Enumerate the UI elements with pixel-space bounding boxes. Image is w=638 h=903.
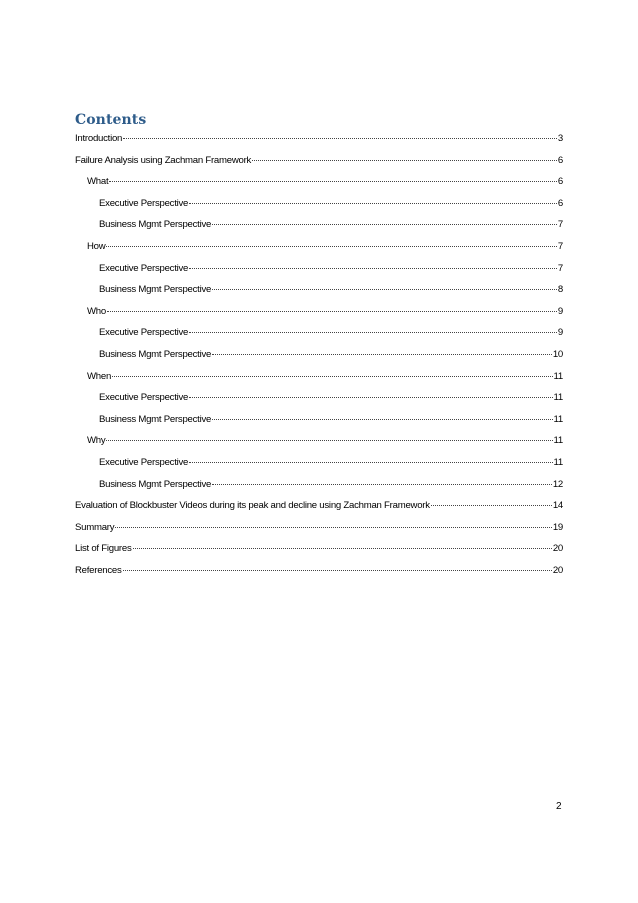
toc-dot-leader [123, 137, 557, 139]
toc-dot-leader [212, 483, 552, 485]
toc-entry-label: Introduction [75, 133, 123, 144]
toc-entry[interactable] [75, 197, 563, 219]
toc-dot-leader [212, 223, 557, 225]
toc-entry-page: 7 [557, 219, 563, 231]
toc-entry-page: 11 [553, 392, 563, 404]
toc-entry-label: Business Mgmt Perspective [99, 219, 212, 231]
toc-entry-page: 7 [557, 262, 563, 274]
toc-entry-page: 12 [552, 478, 563, 490]
toc-entry[interactable] [75, 348, 563, 370]
toc-entry-label: Summary [75, 521, 115, 533]
toc-entry-page: 7 [557, 240, 563, 252]
toc-heading: Contents [75, 112, 147, 128]
toc-entry-page: 20 [552, 543, 563, 555]
toc-entry-label: What [87, 176, 109, 188]
toc-entry-label: Executive Perspective [99, 262, 189, 274]
toc-entry-label: Executive Perspective [99, 392, 189, 404]
toc-entry-page: 14 [552, 500, 563, 512]
toc-entry[interactable] [75, 413, 563, 435]
toc-entry[interactable] [75, 370, 563, 392]
toc-dot-leader [212, 353, 552, 355]
toc-entry[interactable] [75, 132, 563, 154]
toc-entry-label: Business Mgmt Perspective [99, 478, 212, 490]
toc-dot-leader [431, 504, 552, 506]
toc-dot-leader [106, 439, 552, 441]
toc-entry[interactable] [75, 218, 563, 240]
toc-entry[interactable] [75, 175, 563, 197]
toc-entry-page: 11 [553, 456, 563, 468]
toc-entry-label: Failure Analysis using Zachman Framework [75, 154, 252, 166]
toc-entry-label: References [75, 564, 122, 576]
toc-dot-leader [212, 288, 557, 290]
toc-entry[interactable] [75, 240, 563, 262]
page-number: 2 [556, 801, 562, 812]
toc-entry-page: 3 [557, 133, 563, 144]
toc-entry[interactable] [75, 283, 563, 305]
toc-entry-page: 11 [553, 413, 563, 425]
toc-entry-label: Executive Perspective [99, 327, 189, 339]
toc-dot-leader [189, 331, 557, 333]
toc-entry-label: Who [87, 305, 106, 317]
toc-entry-label: Business Mgmt Perspective [99, 284, 212, 296]
toc-entry[interactable] [75, 154, 563, 176]
toc-entry[interactable] [75, 478, 563, 500]
toc-entry-label: Evaluation of Blockbuster Videos during its peak and decline using Zachman Framework [75, 500, 430, 512]
toc-entry-page: 9 [557, 327, 563, 339]
toc-entry-page: 11 [553, 435, 563, 447]
toc-dot-leader [123, 569, 552, 571]
toc-entry-label: Executive Perspective [99, 197, 189, 209]
toc-entry-page: 19 [552, 521, 563, 533]
toc-entry[interactable] [75, 262, 563, 284]
toc-entry-page: 11 [553, 370, 563, 382]
toc-dot-leader [115, 526, 552, 528]
toc-entry-label: Business Mgmt Perspective [99, 348, 212, 360]
toc-entry-page: 20 [552, 564, 563, 576]
toc-entry-label: How [87, 240, 106, 252]
toc-dot-leader [133, 547, 552, 549]
toc-entry[interactable] [75, 305, 563, 327]
toc-dot-leader [189, 461, 552, 463]
toc-entry-label: Why [87, 435, 106, 447]
toc-dot-leader [189, 267, 557, 269]
toc-dot-leader [252, 159, 557, 161]
toc-entry-page: 6 [557, 154, 563, 166]
table-of-contents [75, 132, 563, 585]
toc-dot-leader [189, 396, 552, 398]
toc-entry-label: List of Figures [75, 543, 132, 555]
toc-entry-page: 10 [552, 348, 563, 360]
toc-entry[interactable] [75, 456, 563, 478]
toc-dot-leader [189, 202, 557, 204]
toc-entry[interactable] [75, 326, 563, 348]
toc-entry-label: Executive Perspective [99, 456, 189, 468]
toc-entry-page: 6 [557, 176, 563, 188]
toc-entry[interactable] [75, 521, 563, 543]
toc-entry-label: When [87, 370, 112, 382]
toc-entry[interactable] [75, 434, 563, 456]
toc-dot-leader [109, 180, 557, 182]
toc-entry-label: Business Mgmt Perspective [99, 413, 212, 425]
toc-dot-leader [212, 418, 552, 420]
toc-entry-page: 8 [557, 284, 563, 296]
toc-dot-leader [112, 375, 552, 377]
toc-dot-leader [106, 245, 556, 247]
toc-entry-page: 9 [557, 305, 563, 317]
toc-entry[interactable] [75, 564, 563, 586]
toc-entry[interactable] [75, 499, 563, 521]
toc-entry[interactable] [75, 391, 563, 413]
toc-entry-page: 6 [557, 197, 563, 209]
toc-dot-leader [107, 310, 557, 312]
toc-entry[interactable] [75, 542, 563, 564]
